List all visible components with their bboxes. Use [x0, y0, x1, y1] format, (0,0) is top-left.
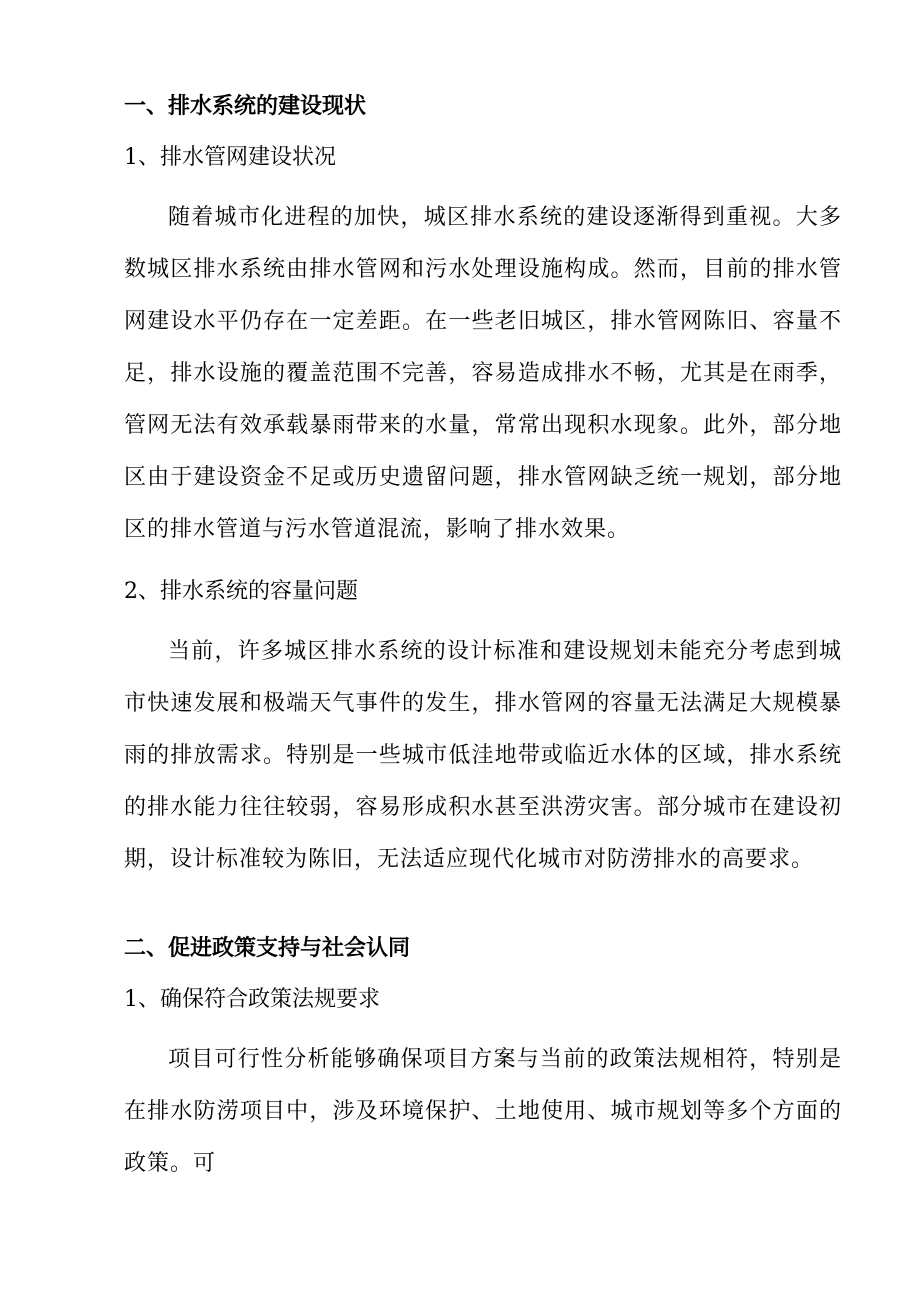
body-paragraph: 随着城市化进程的加快，城区排水系统的建设逐渐得到重视。大多数城区排水系统由排水管网和污水处理设施构成。然而，目前的排水管网建设水平仍存在一定差距。在一些老旧城区，排水管网陈旧、容量不足，排水设施的覆盖范围不完善，容易造成排水不畅，尤其是在雨季，管网无法有效承载暴雨带来的水量，常常出现积水现象。此外，部分地区由于建设资金不足或历史遗留问题，排水管网缺乏统一规划，部分地区的排水管道与污水管道混流，影响了排水效果。 — [124, 205, 842, 542]
section-heading: 一、排水系统的建设现状 — [124, 93, 367, 119]
subsection-title: 1、确保符合政策法规要求 — [124, 987, 380, 1012]
document-body — [124, 86, 842, 1190]
subsection-title: 2、排水系统的容量问题 — [124, 579, 358, 604]
subsection-title: 1、排水管网建设状况 — [124, 145, 336, 170]
section-heading: 二、促进政策支持与社会认同 — [124, 935, 411, 961]
body-paragraph: 当前，许多城区排水系统的设计标准和建设规划未能充分考虑到城市快速发展和极端天气事件的发生，排水管网的容量无法满足大规模暴雨的排放需求。特别是一些城市低洼地带或临近水体的区域，排水系统的排水能力往往较弱，容易形成积水甚至洪涝灾害。部分城市在建设初期，设计标准较为陈旧，无法适应现代化城市对防涝排水的高要求。 — [124, 639, 842, 872]
body-paragraph: 项目可行性分析能够确保项目方案与当前的政策法规相符，特别是在排水防涝项目中，涉及环境保护、土地使用、城市规划等多个方面的政策。可 — [124, 1047, 842, 1176]
